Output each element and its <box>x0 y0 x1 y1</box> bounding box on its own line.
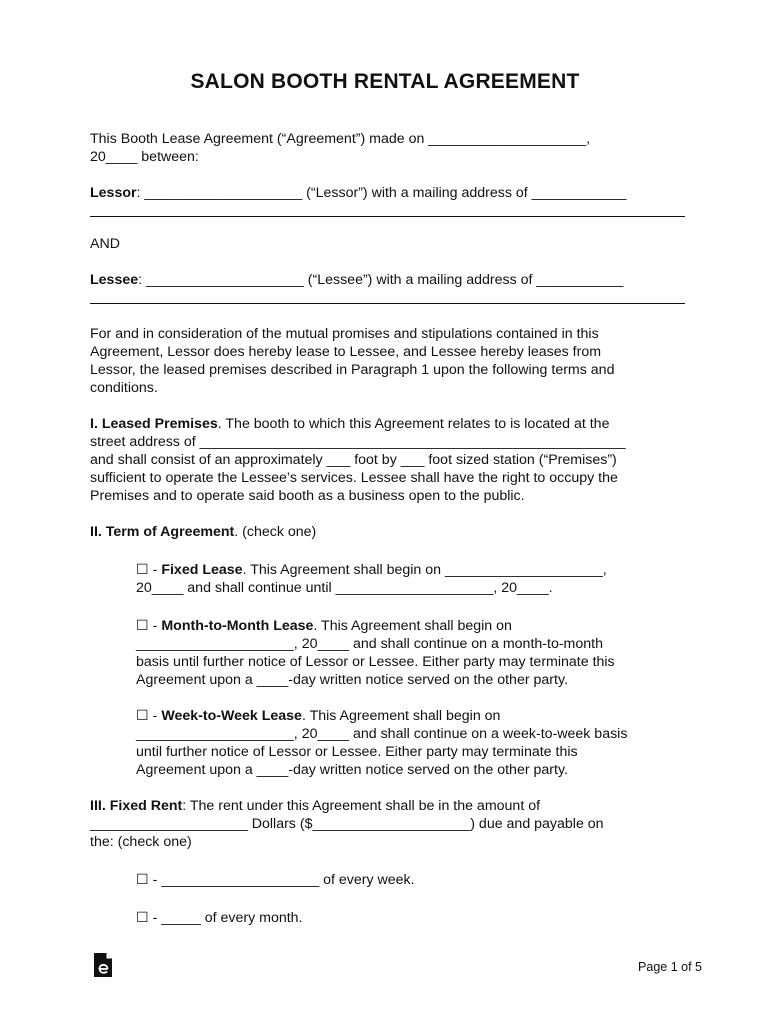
lessee-label: Lessee <box>90 272 139 288</box>
section3-line-3: the: (check one) <box>90 834 192 850</box>
fixed-lease-label: Fixed Lease <box>161 562 243 578</box>
week-lease-line-1 <box>136 707 685 725</box>
month-lease-option <box>90 617 685 689</box>
eforms-logo-icon <box>92 952 114 978</box>
month-lease-text: . This Agreement shall begin on <box>313 618 512 634</box>
rent-weekly-option[interactable]: ☐ - ____________________ of every week. <box>136 872 415 888</box>
fixed-lease-option <box>90 561 685 597</box>
document-title: SALON BOOTH RENTAL AGREEMENT <box>190 70 580 93</box>
month-lease-label: Month-to-Month Lease <box>161 618 314 634</box>
week-lease-line-4: Agreement upon a ____-day written notice served on the other party. <box>136 762 568 778</box>
lessee-line <box>90 271 685 289</box>
section1-line-2: street address of ______________________________________________________ <box>90 434 626 450</box>
section2-heading: II. Term of Agreement <box>90 524 235 540</box>
consideration-line: Lessor, the leased premises described in Paragraph 1 upon the following terms and <box>90 362 615 378</box>
section3-line-1 <box>90 797 685 815</box>
fixed-lease-line-1 <box>136 561 685 579</box>
lessor-line <box>90 184 685 202</box>
section3-text: : The rent under this Agreement shall be in the amount of <box>182 798 541 814</box>
lessor-address-rule <box>90 216 685 217</box>
section2-heading-suffix: . (check one) <box>234 524 317 540</box>
week-lease-line-3: until further notice of Lessor or Lessee. Either party may terminate this <box>136 744 578 760</box>
section1-line-1 <box>90 415 685 433</box>
lessor-label: Lessor <box>90 185 137 201</box>
month-lease-line-3: basis until further notice of Lessor or Lessee. Either party may terminate this <box>136 654 615 670</box>
lessor-text: : ____________________ (“Lessor”) with a mailing address of ____________ <box>136 185 627 201</box>
fixed-lease-line-2: 20____ and shall continue until ____________________, 20____. <box>136 580 553 596</box>
document-body <box>90 130 685 927</box>
lessee-address-rule <box>90 303 685 304</box>
intro-line-1: This Booth Lease Agreement (“Agreement”) made on ____________________, <box>90 131 591 147</box>
month-lease-line-2: ____________________, 20____ and shall continue on a month-to-month <box>136 636 603 652</box>
rent-monthly-option[interactable]: ☐ - _____ of every month. <box>136 910 303 926</box>
section1-text: . The booth to which this Agreement relates to is located at the <box>217 416 610 432</box>
fixed-lease-checkbox[interactable]: ☐ - <box>136 562 162 578</box>
section-fixed-rent <box>90 797 685 851</box>
and-text: AND <box>90 236 120 252</box>
week-lease-line-2: ____________________, 20____ and shall continue on a week-to-week basis <box>136 726 628 742</box>
week-lease-text: . This Agreement shall begin on <box>301 708 501 724</box>
week-lease-option <box>90 707 685 779</box>
fixed-lease-text: . This Agreement shall begin on ____________________, <box>242 562 607 578</box>
section1-line-4: sufficient to operate the Lessee’s services. Lessee shall have the right to occupy the <box>90 470 618 486</box>
section3-line-2: ____________________ Dollars ($____________________) due and payable on <box>90 816 604 832</box>
month-lease-checkbox[interactable]: ☐ - <box>136 618 162 634</box>
page-number: Page 1 of 5 <box>638 960 702 974</box>
section2-heading-line <box>90 523 685 541</box>
consideration-line: Agreement, Lessor does hereby lease to Lessee, and Lessee hereby leases from <box>90 344 602 360</box>
intro-line-2: 20____ between: <box>90 149 199 165</box>
section3-heading: III. Fixed Rent <box>90 798 183 814</box>
consideration-line: For and in consideration of the mutual promises and stipulations contained in this <box>90 326 599 342</box>
week-lease-label: Week-to-Week Lease <box>161 708 302 724</box>
week-lease-checkbox[interactable]: ☐ - <box>136 708 162 724</box>
section1-line-5: Premises and to operate said booth as a business open to the public. <box>90 488 525 504</box>
month-lease-line-1 <box>136 617 685 635</box>
section1-heading: I. Leased Premises <box>90 416 218 432</box>
section-leased-premises <box>90 415 685 505</box>
month-lease-line-4: Agreement upon a ____-day written notice served on the other party. <box>136 672 568 688</box>
consideration-paragraph <box>90 325 685 397</box>
section1-line-3: and shall consist of an approximately ___ foot by ___ foot sized station (“Premises”) <box>90 452 617 468</box>
consideration-line: conditions. <box>90 380 158 396</box>
lessee-text: : ____________________ (“Lessee”) with a mailing address of ___________ <box>138 272 624 288</box>
